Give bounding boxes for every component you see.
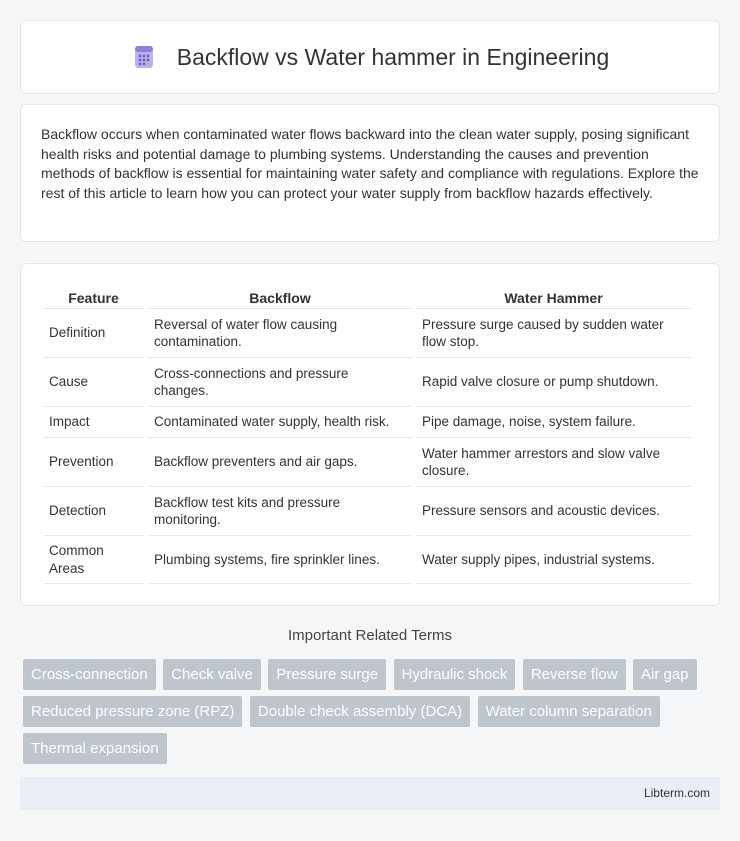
intro-card	[20, 104, 720, 242]
water-hammer-cell: Water supply pipes, industrial systems.	[416, 535, 691, 584]
term-tag[interactable]: Cross-connection	[23, 659, 156, 690]
water-hammer-cell: Pipe damage, noise, system failure.	[416, 406, 691, 437]
related-terms-list	[23, 659, 723, 770]
comparison-table	[39, 282, 695, 584]
header-backflow: Backflow	[249, 290, 311, 306]
water-hammer-cell: Pressure sensors and acoustic devices.	[416, 486, 691, 535]
footer	[20, 777, 720, 810]
water-hammer-cell: Pressure surge caused by sudden water flow stop.	[416, 308, 691, 357]
table-row	[43, 406, 691, 437]
table-row	[43, 437, 691, 486]
term-tag[interactable]: Double check assembly (DCA)	[250, 696, 470, 727]
backflow-cell: Plumbing systems, fire sprinkler lines.	[148, 535, 412, 584]
term-tag[interactable]: Reduced pressure zone (RPZ)	[23, 696, 242, 727]
feature-cell: Cause	[43, 357, 144, 406]
term-tag[interactable]: Pressure surge	[268, 659, 386, 690]
table-row	[43, 535, 691, 584]
backflow-cell: Contaminated water supply, health risk.	[148, 406, 412, 437]
backflow-cell: Reversal of water flow causing contamination.	[148, 308, 412, 357]
term-tag[interactable]: Check valve	[163, 659, 261, 690]
table-row	[43, 308, 691, 357]
header-card	[20, 20, 720, 94]
intro-text: Backflow occurs when contaminated water flows backward into the clean water supply, posing significant health risks and potential damage to plumbing systems. Understanding the causes and prevention methods of backflow is essential for maintaining water safety and compliance with regulations. Explore the rest of this article to learn how you can protect your water supply from backflow hazards effectively.	[41, 126, 699, 201]
header-feature: Feature	[68, 290, 119, 306]
footer-link[interactable]: Libterm.com	[643, 786, 710, 800]
feature-cell: Definition	[43, 308, 144, 357]
comparison-card	[20, 263, 720, 606]
feature-cell: Common Areas	[43, 535, 144, 584]
water-hammer-cell: Water hammer arrestors and slow valve closure.	[416, 437, 691, 486]
term-tag[interactable]: Hydraulic shock	[394, 659, 516, 690]
term-tag[interactable]: Air gap	[633, 659, 697, 690]
table-row	[43, 357, 691, 406]
backflow-cell: Backflow preventers and air gaps.	[148, 437, 412, 486]
backflow-cell: Cross-connections and pressure changes.	[148, 357, 412, 406]
term-tag[interactable]: Thermal expansion	[23, 733, 167, 764]
header-water-hammer: Water Hammer	[504, 290, 603, 306]
backflow-cell: Backflow test kits and pressure monitoring.	[148, 486, 412, 535]
calculator-icon	[131, 44, 157, 70]
term-tag[interactable]: Reverse flow	[523, 659, 626, 690]
feature-cell: Prevention	[43, 437, 144, 486]
feature-cell: Impact	[43, 406, 144, 437]
feature-cell: Detection	[43, 486, 144, 535]
table-row	[43, 486, 691, 535]
water-hammer-cell: Rapid valve closure or pump shutdown.	[416, 357, 691, 406]
page-title: Backflow vs Water hammer in Engineering	[176, 43, 610, 70]
related-terms-title: Important Related Terms	[288, 627, 452, 644]
term-tag[interactable]: Water column separation	[478, 696, 660, 727]
